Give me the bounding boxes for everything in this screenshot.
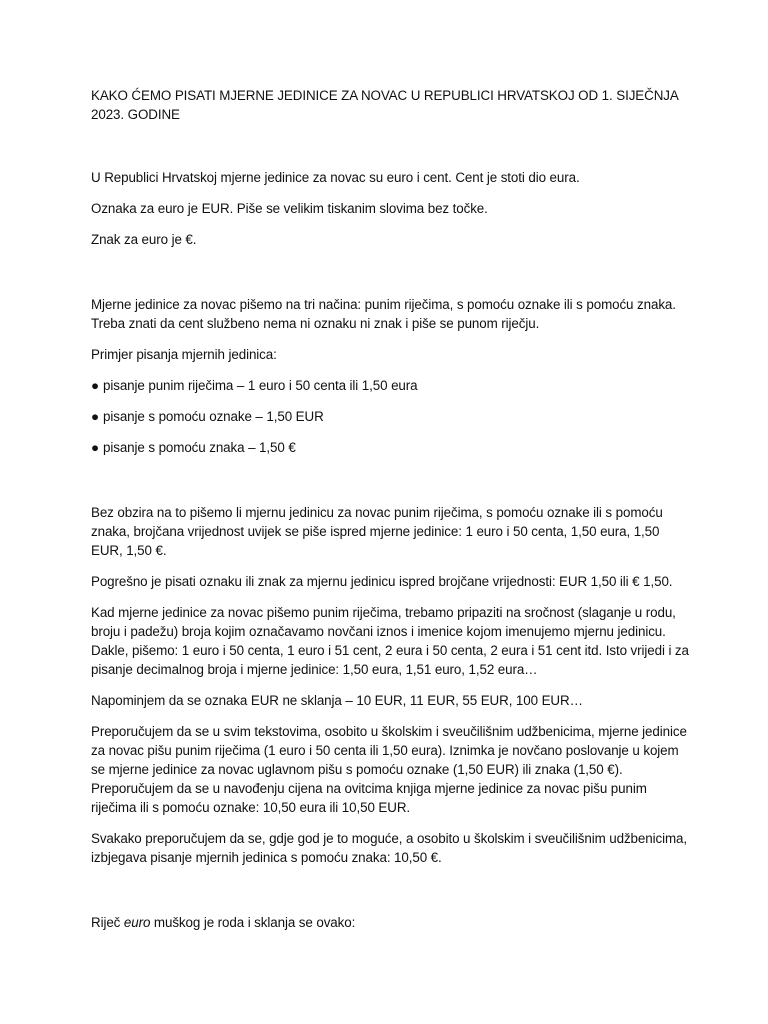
list-item bbox=[91, 376, 691, 395]
paragraph-agreement: Kad mjerne jedinice za novac pišemo punim riječima, trebamo pripaziti na sročnost (slaganje u rodu, broju i padežu) broja kojim označavamo novčani iznos i imenice kojom imenujemo mjernu jedinicu. Dakle, pišemo: 1 euro i 50 centa, 1 euro i 51 cent, 2 eura i 50 centa, 2 eura i 51 cent itd. Isto vrijedi i za pisanje decimalnog broja i mjerne jedinice: 1,50 eura, 1,51 euro, 1,52 eura… bbox=[91, 605, 689, 677]
paragraph-euro-sign: Znak za euro je €. bbox=[91, 232, 197, 247]
document-page bbox=[91, 86, 691, 944]
bullet-icon: ● bbox=[91, 409, 99, 424]
paragraph-eur-not-declined: Napominjem da se oznaka EUR ne sklanja – 10 EUR, 11 EUR, 55 EUR, 100 EUR… bbox=[91, 693, 583, 708]
list-item-text: pisanje s pomoću oznake – 1,50 EUR bbox=[103, 409, 324, 424]
bullet-icon: ● bbox=[91, 378, 99, 393]
spacer bbox=[91, 261, 691, 295]
paragraph-value-before-unit: Bez obzira na to pišemo li mjernu jedinicu za novac punim riječima, s pomoću oznake ili s pomoću znaka, brojčana vrijednost uvijek se piše ispred mjerne jedinice: 1 euro i 50 centa, 1,50 eura, 1,50 EUR, 1,50 €. bbox=[91, 505, 663, 558]
paragraph-units-intro: U Republici Hrvatskoj mjerne jedinice za novac su euro i cent. Cent je stoti dio eura. bbox=[91, 170, 580, 185]
emphasized-word: euro bbox=[123, 915, 151, 930]
document-title: KAKO ĆEMO PISATI MJERNE JEDINICE ZA NOVAC U REPUBLICI HRVATSKOJ OD 1. SIJEČNJA 2023. GODINE bbox=[91, 88, 678, 122]
paragraph-recommendation: Preporučujem da se u svim tekstovima, osobito u školskim i sveučilišnim udžbenicima, mjerne jedinice za novac pišu punim riječima (1 euro i 50 centa ili 1,50 eura). Iznimka je novčano poslovanje u kojem se mjerne jedinice za novac uglavnom pišu s pomoću oznake (1,50 EUR) ili znaka (1,50 €). Preporučujem da se u navođenju cijena na ovitcima knjiga mjerne jedinice za novac pišu punim riječima ili s pomoću oznake: 10,50 eura ili 10,50 EUR. bbox=[91, 724, 687, 815]
paragraph-three-ways: Mjerne jedinice za novac pišemo na tri načina: punim riječima, s pomoću oznake ili s pomoću znaka. Treba znati da cent službeno nema ni oznaku ni znak i piše se punom riječju. bbox=[91, 297, 676, 331]
list-item bbox=[91, 438, 691, 457]
spacer bbox=[91, 879, 691, 913]
paragraph-euro-declension: Riječ euro muškog je roda i sklanja se ovako: bbox=[91, 915, 356, 930]
paragraph-wrong-order: Pogrešno je pisati oznaku ili znak za mjernu jedinicu ispred brojčane vrijednosti: EUR 1,50 ili € 1,50. bbox=[91, 574, 673, 589]
spacer bbox=[91, 469, 691, 503]
paragraph-avoid-sign: Svakako preporučujem da se, gdje god je to moguće, a osobito u školskim i sveučilišnim udžbenicima, izbjegava pisanje mjernih jedinica s pomoću znaka: 10,50 €. bbox=[91, 831, 687, 865]
list-item-text: pisanje s pomoću znaka – 1,50 € bbox=[103, 440, 296, 455]
list-item-text: pisanje punim riječima – 1 euro i 50 centa ili 1,50 eura bbox=[103, 378, 418, 393]
paragraph-example-heading: Primjer pisanja mjernih jedinica: bbox=[91, 347, 277, 362]
spacer bbox=[91, 124, 691, 168]
list-item bbox=[91, 407, 691, 426]
bullet-icon: ● bbox=[91, 440, 99, 455]
paragraph-eur-code: Oznaka za euro je EUR. Piše se velikim tiskanim slovima bez točke. bbox=[91, 201, 488, 216]
